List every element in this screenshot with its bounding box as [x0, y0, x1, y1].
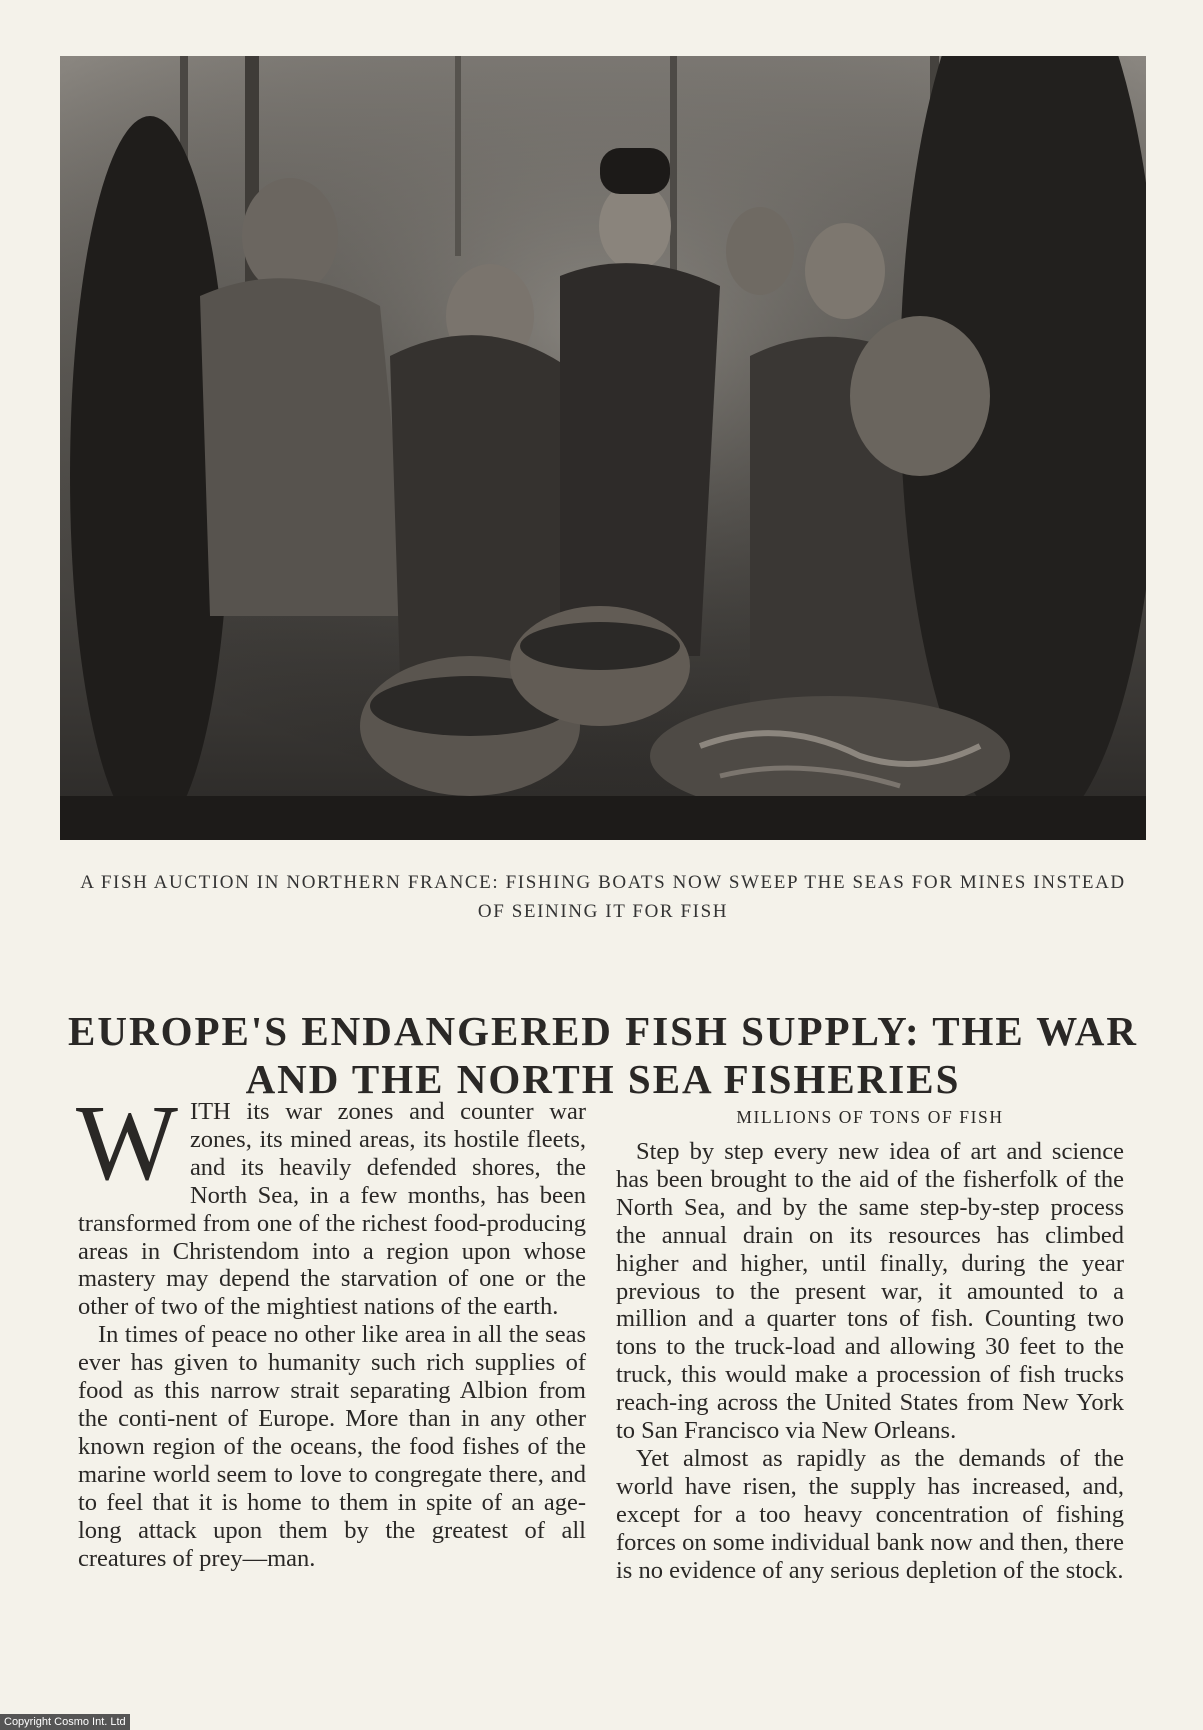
left-column: [76, 1084, 586, 1572]
photo-caption: A FISH AUCTION IN NORTHERN FRANCE: FISHING BOATS NOW SWEEP THE SEAS FOR MINES INSTEAD OF SEINING IT FOR FISH: [80, 872, 1126, 922]
right-paragraph-2: Yet almost as rapidly as the demands of the world have risen, the supply has increased, and, except for a too heavy concentration of fishing forces on some individual bank now and then, there is no evidence of any serious depletion of the stock.: [616, 1444, 1124, 1584]
article-title: EUROPE'S ENDANGERED FISH SUPPLY: THE WAR AND THE NORTH SEA FISHERIES: [68, 1008, 1138, 1103]
left-paragraph-1-text: ITH its war zones and counter war zones, its mined areas, its hostile fleets, and its heavily defended shores, the North Sea, in a few months, has been transformed from one of the richest food-producing areas in Christendom into a region upon whose mastery may depend the starvation of one or the other of two of the mightiest nations of the earth.: [78, 1098, 586, 1321]
right-paragraph-1: Step by step every new idea of art and science has been brought to the aid of the fisherfolk of the North Sea, and by the same step-by-step process the annual drain on its resources has climbed higher and higher, until finally, during the year previous to the present war, it amounted to a million and a quarter tons of fish. Counting two tons to the truck-load and allowing 30 feet to the truck, this would make a procession of fish trucks reach-ing across the United States from New York to San Francisco via New Orleans.: [616, 1138, 1124, 1445]
section-subhead: MILLIONS OF TONS OF FISH: [736, 1107, 1004, 1127]
drop-cap: W: [76, 1084, 178, 1203]
copyright-notice: Copyright Cosmo Int. Ltd: [0, 1714, 130, 1730]
right-column: [616, 1098, 1124, 1585]
left-paragraph-1: [76, 1084, 586, 1321]
left-paragraph-2: In times of peace no other like area in all the seas ever has given to humanity such rich supplies of food as this narrow strait separating Albion from the conti-nent of Europe. More than in any other known region of the oceans, the food fishes of the marine world seem to love to congregate there, and to feel that it is home to them in spite of an age-long attack upon them by the greatest of all creatures of prey—man.: [78, 1321, 586, 1572]
fish-auction-photo: [60, 56, 1146, 840]
